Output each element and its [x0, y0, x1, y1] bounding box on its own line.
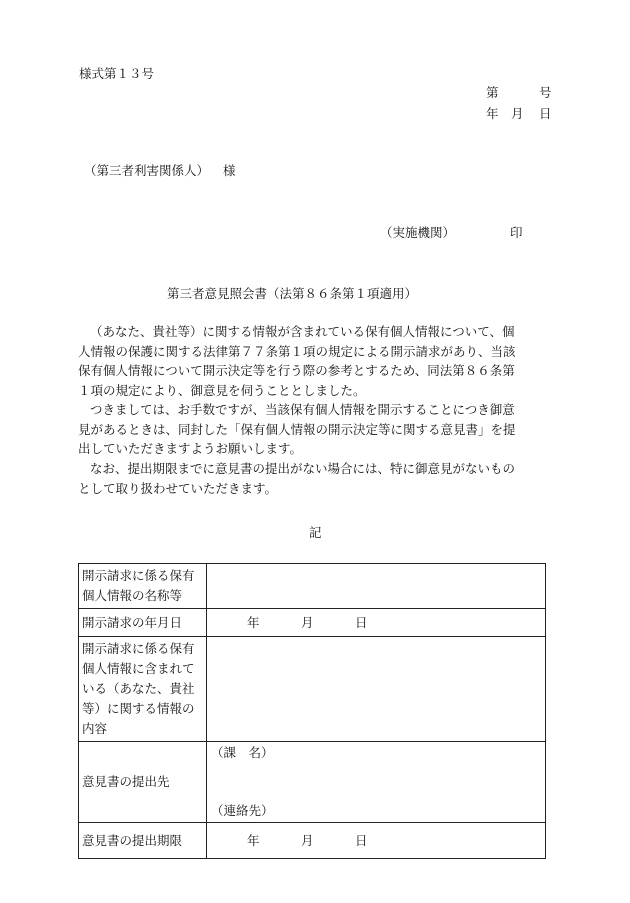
- table-row: [79, 637, 546, 742]
- row-label-document-name: [79, 564, 207, 609]
- addressee-name: （第三者利害関係人）: [84, 163, 210, 178]
- label-text: 意見書の提出先: [82, 774, 170, 789]
- table-row: [79, 823, 546, 859]
- label-text: 意見書の提出期限: [82, 832, 183, 848]
- label-line: 個人情報の名称等: [82, 588, 183, 603]
- body-paragraph-2: [78, 400, 554, 459]
- label-line: いる（あなた、貴社: [82, 681, 195, 696]
- contact-label: （連絡先）: [211, 803, 274, 818]
- form-number: 様式第１３号: [79, 66, 155, 81]
- row-label-submission-deadline: [79, 823, 207, 859]
- table-row: [79, 742, 546, 823]
- date-year-label: 年: [247, 832, 260, 848]
- body-line: つきましては、お手数ですが、当該保有個人情報を開示することにつき御意: [90, 402, 515, 417]
- issuer-name: （実施機関）: [380, 225, 456, 240]
- body-line: 人情報の保護に関する法律第７７条第１項の規定による開示請求があり、当該: [78, 343, 516, 359]
- submission-destination-field[interactable]: [207, 742, 546, 823]
- body-line: なお、提出期限までに意見書の提出がない場合には、特に御意見がないもの: [90, 461, 516, 476]
- submission-deadline-field[interactable]: [207, 823, 546, 859]
- issuer-seal: 印: [510, 225, 523, 240]
- info-content-field[interactable]: [207, 637, 546, 742]
- doc-number-suffix: 号: [539, 85, 552, 100]
- ki-heading: 記: [309, 525, 322, 540]
- table-row: [79, 564, 546, 609]
- label-line: 内容: [82, 721, 108, 736]
- document-title: 第三者意見照会書（法第８６条第１項適用）: [167, 286, 418, 301]
- doc-date-year: 年: [486, 106, 499, 121]
- body-line: 出していただきますようお願いします。: [78, 441, 303, 456]
- body-line: として取り扱わせていただきます。: [78, 480, 278, 496]
- document-name-field[interactable]: [207, 564, 546, 609]
- label-line: 開示請求に係る保有: [82, 641, 195, 656]
- date-month-label: 月: [301, 614, 314, 630]
- section-name-label: （課 名）: [211, 745, 274, 760]
- body-line: （あなた、貴社等）に関する情報が含まれている保有個人情報について、個: [90, 324, 515, 339]
- table-row: [79, 609, 546, 637]
- addressee-honorific: 様: [223, 163, 236, 178]
- date-year-label: 年: [247, 614, 260, 630]
- record-table: [78, 563, 546, 859]
- body-paragraph-3: [78, 459, 554, 498]
- doc-number-prefix: 第: [486, 85, 499, 100]
- body-paragraph-1: [78, 322, 554, 400]
- date-day-label: 日: [355, 832, 368, 848]
- date-month-label: 月: [301, 832, 314, 848]
- row-label-info-content: [79, 637, 207, 742]
- label-text: 開示請求の年月日: [82, 614, 183, 630]
- row-label-request-date: [79, 609, 207, 637]
- doc-date-month: 月: [511, 106, 524, 121]
- date-day-label: 日: [355, 614, 368, 630]
- row-label-submission-destination: [79, 742, 207, 823]
- label-line: 等）に関する情報の: [82, 701, 195, 716]
- label-line: 個人情報に含まれて: [82, 661, 195, 676]
- body-line: 見があるときは、同封した「保有個人情報の開示決定等に関する意見書」を提: [78, 421, 516, 437]
- body-line: 保有個人情報について開示決定等を行う際の参考とするため、同法第８６条第: [78, 363, 515, 378]
- label-line: 開示請求に係る保有: [82, 568, 195, 583]
- body-line: １項の規定により、御意見を伺うこととしました。: [78, 382, 366, 398]
- request-date-field[interactable]: [207, 609, 546, 637]
- doc-date-day: 日: [539, 106, 552, 121]
